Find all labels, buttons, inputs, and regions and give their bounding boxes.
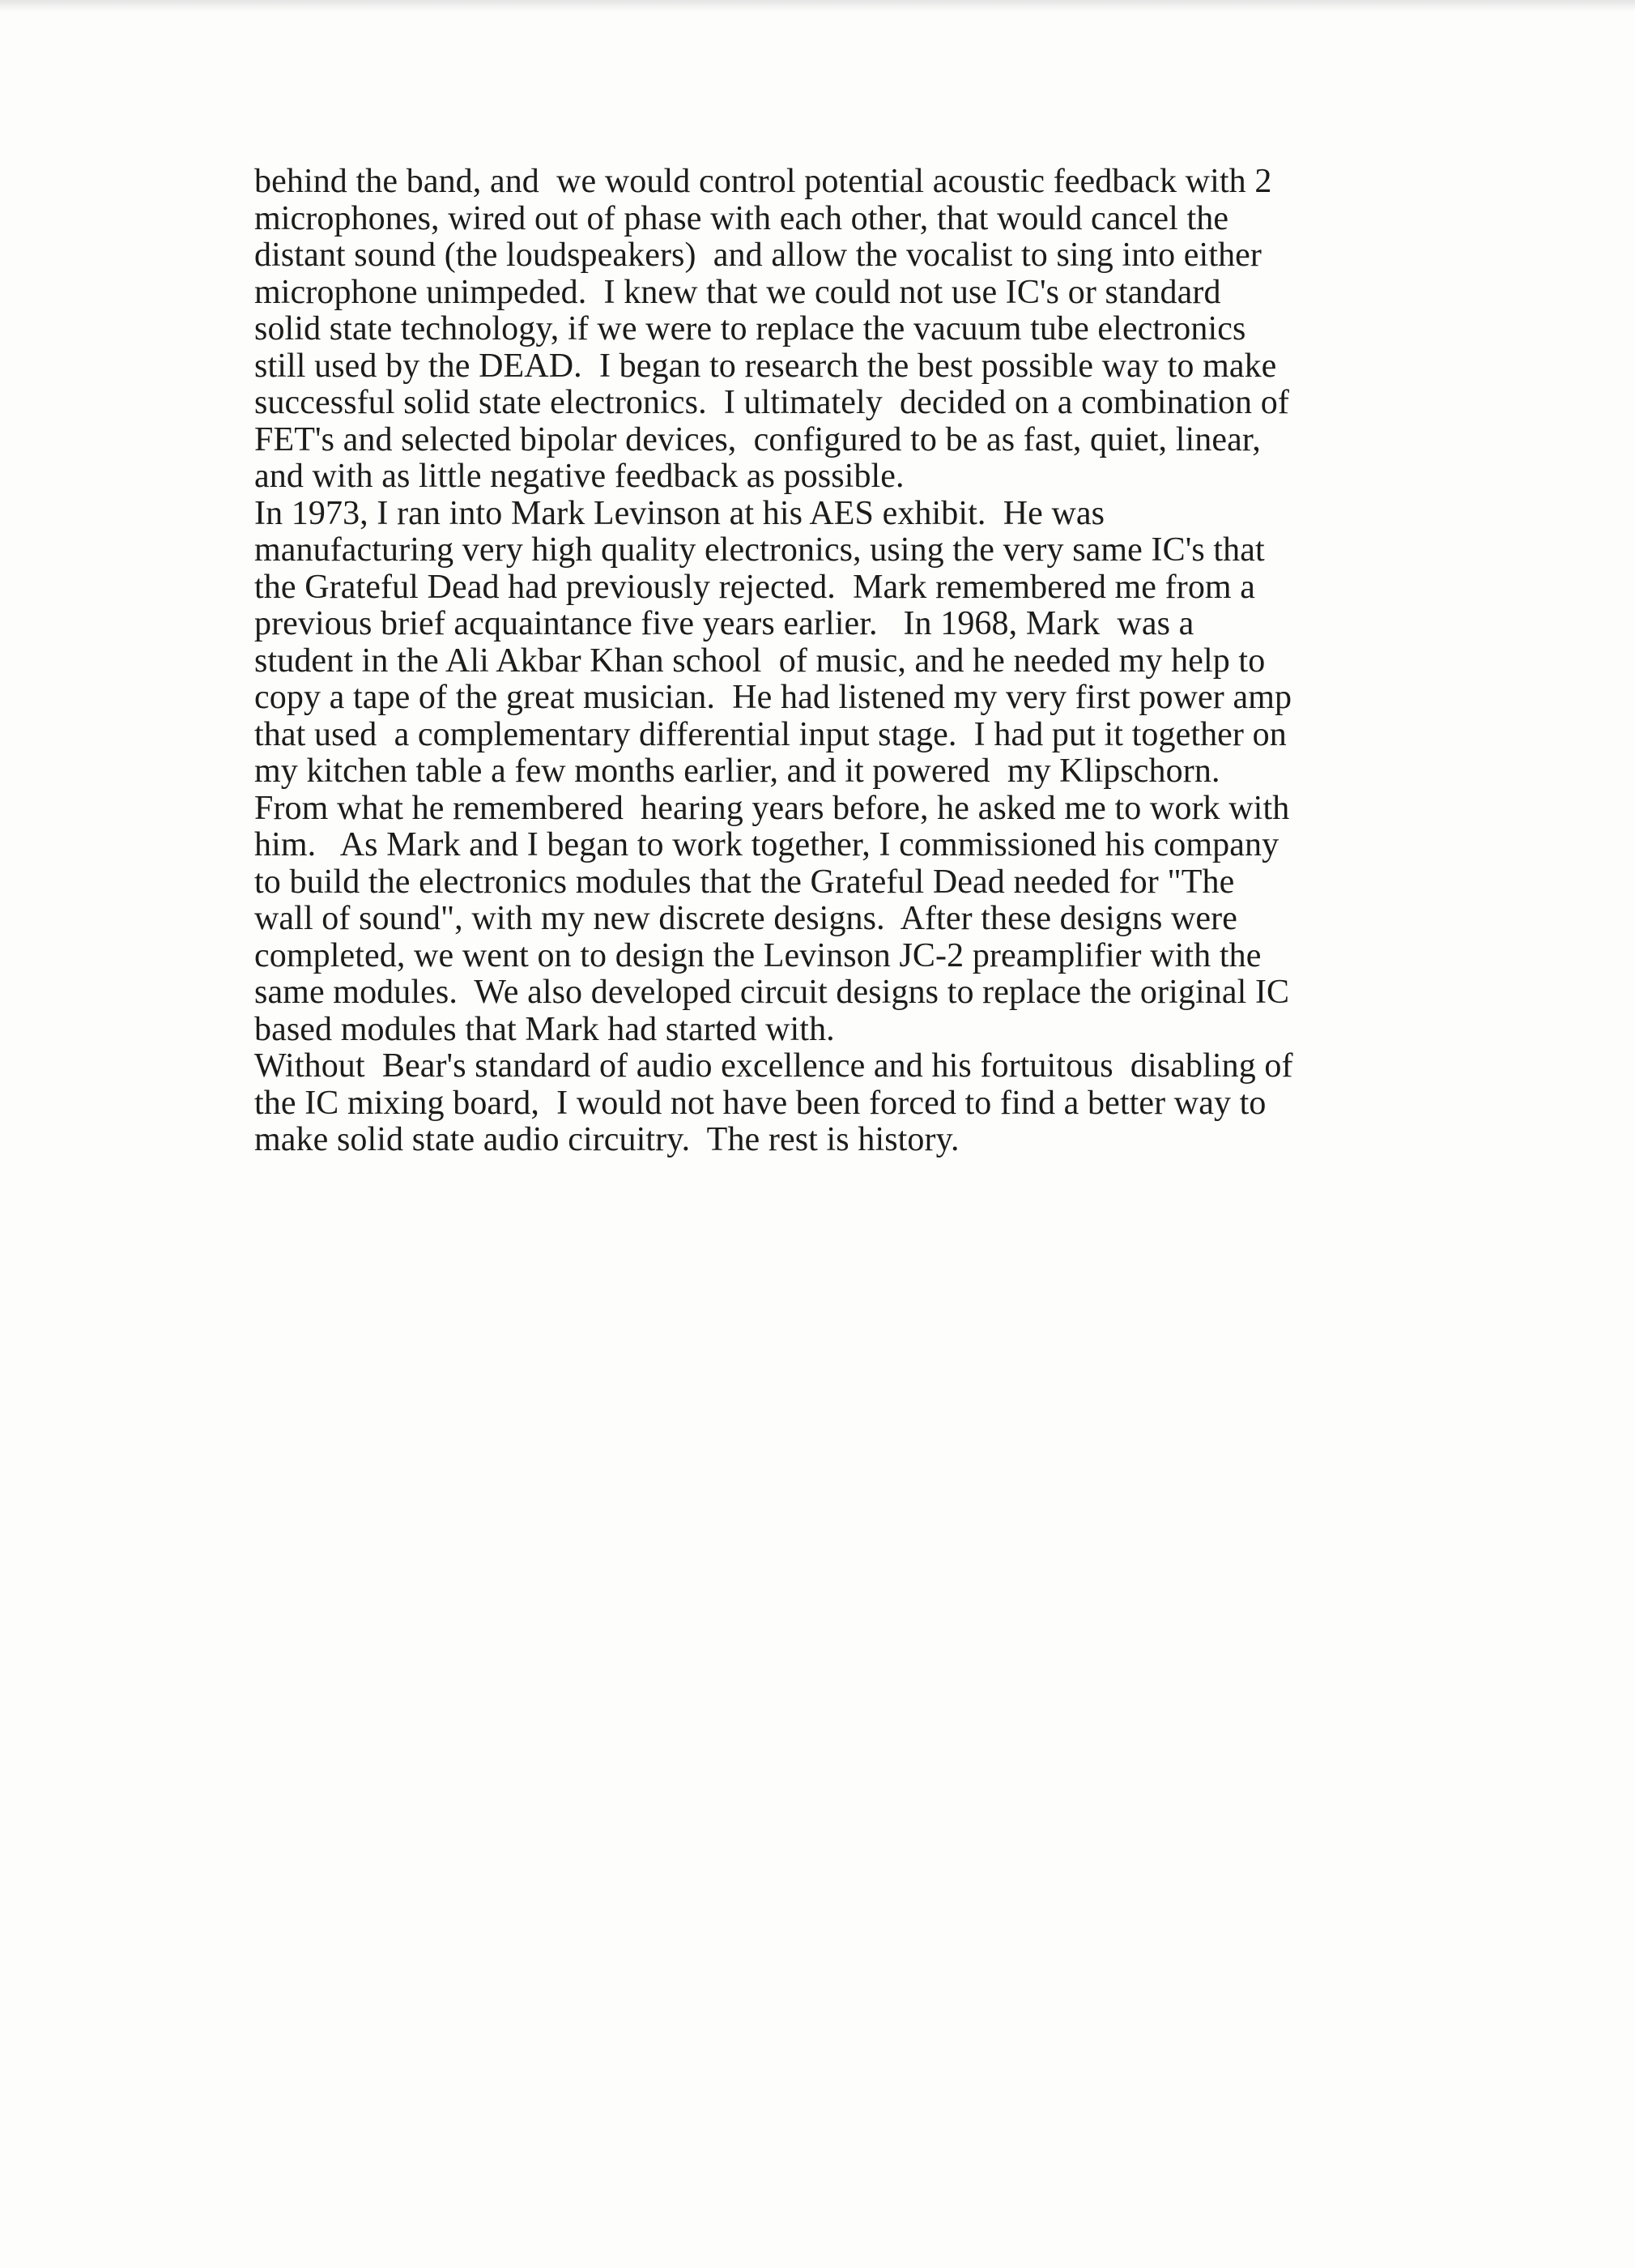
text-line: FET's and selected bipolar devices, configured to be as fast, quiet, linear, [254,420,1261,458]
text-line: distant sound (the loudspeakers) and allow the vocalist to sing into either [254,237,1262,274]
text-line: my kitchen table a few months earlier, and it powered my Klipschorn. [254,752,1220,790]
text-line: From what he remembered hearing years before, he asked me to work with [254,789,1290,827]
scan-top-edge [0,0,1635,11]
text-line: based modules that Mark had started with. [254,1010,835,1048]
text-line: same modules. We also developed circuit designs to replace the original IC [254,974,1290,1011]
text-line: wall of sound", with my new discrete designs. After these designs were [254,900,1237,937]
text-line: student in the Ali Akbar Khan school of music, and he needed my help to [254,642,1266,680]
text-line: In 1973, I ran into Mark Levinson at his AES exhibit. He was [254,494,1105,532]
text-line: him. As Mark and I began to work together, I commissioned his company [254,826,1279,863]
body-text [254,164,1445,1159]
text-line: solid state technology, if we were to replace the vacuum tube electronics [254,310,1246,347]
text-line: copy a tape of the great musician. He had listened my very first power amp [254,679,1292,716]
text-line: manufacturing very high quality electronics, using the very same IC's that [254,531,1265,569]
text-line: completed, we went on to design the Levinson JC-2 preamplifier with the [254,936,1262,974]
text-line: the Grateful Dead had previously rejected. Mark remembered me from a [254,568,1256,606]
text-line: still used by the DEAD. I began to research the best possible way to make [254,347,1277,385]
text-line: successful solid state electronics. I ultimately decided on a combination of [254,384,1289,421]
text-line: Without Bear's standard of audio excellence and his fortuitous disabling of [254,1047,1293,1085]
text-line: that used a complementary differential input stage. I had put it together on [254,715,1287,753]
text-line: previous brief acquaintance five years earlier. In 1968, Mark was a [254,605,1194,642]
text-line: the IC mixing board, I would not have been forced to find a better way to [254,1084,1267,1122]
text-line: microphone unimpeded. I knew that we could not use IC's or standard [254,273,1221,311]
text-line: behind the band, and we would control potential acoustic feedback with 2 [254,163,1272,200]
text-line: microphones, wired out of phase with each other, that would cancel the [254,199,1229,237]
text-line: make solid state audio circuitry. The rest is history. [254,1121,960,1158]
text-line: and with as little negative feedback as possible. [254,458,905,495]
text-line: to build the electronics modules that the Grateful Dead needed for "The [254,863,1235,901]
